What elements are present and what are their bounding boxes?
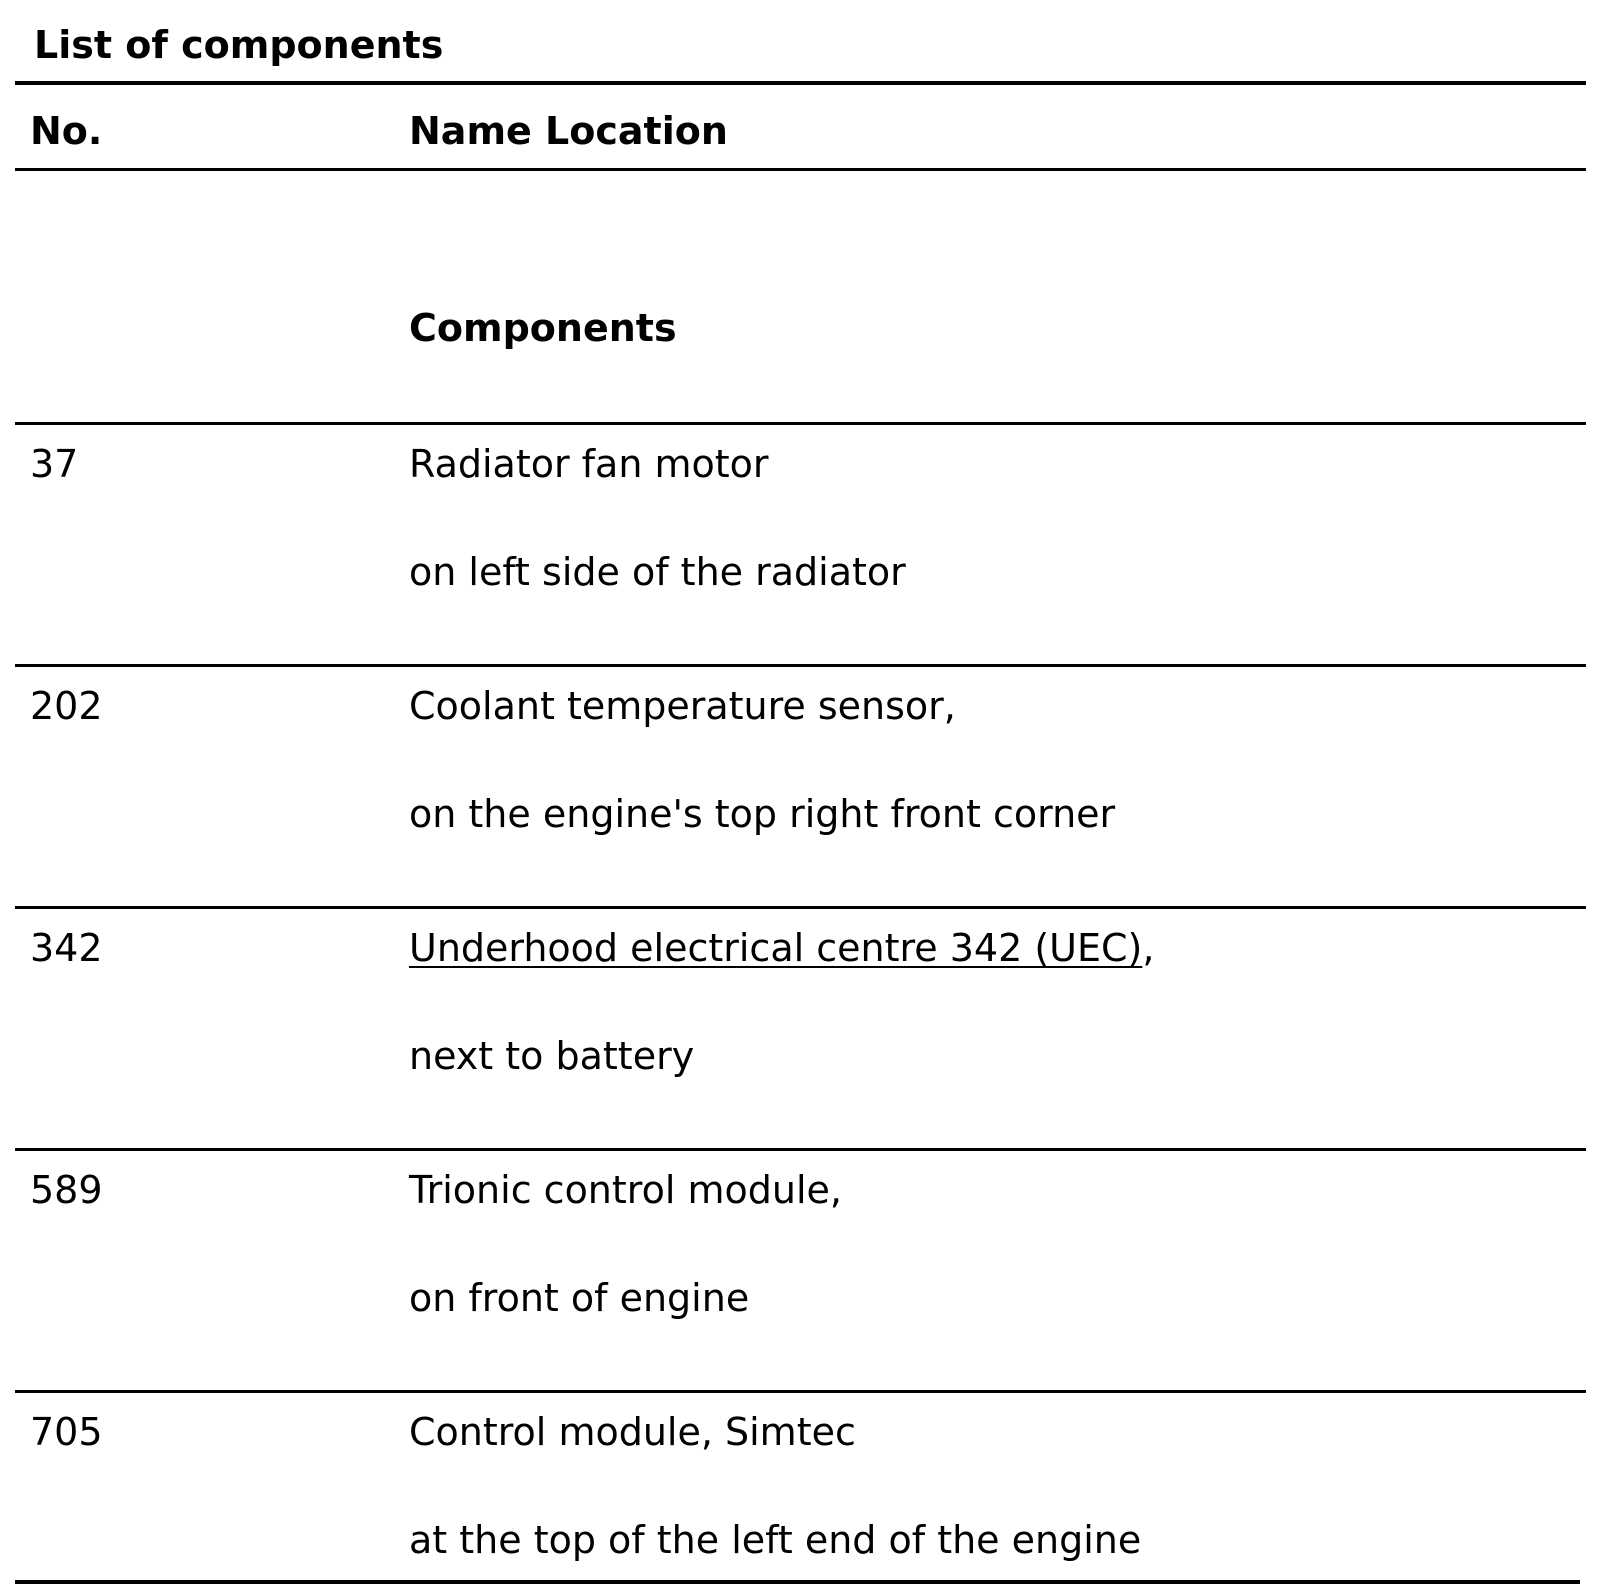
row-name: Radiator fan motor <box>409 442 769 486</box>
rule-row-2 <box>15 906 1586 909</box>
row-number: 342 <box>30 926 103 970</box>
row-number: 705 <box>30 1410 103 1454</box>
row-location: at the top of the left end of the engine <box>409 1518 1142 1562</box>
row-name: Coolant temperature sensor, <box>409 684 956 728</box>
header-no: No. <box>30 109 103 153</box>
document-title: List of components <box>34 23 444 67</box>
row-number: 37 <box>30 442 79 486</box>
rule-row-1 <box>15 664 1586 667</box>
rule-header-bottom <box>15 168 1586 171</box>
rule-row-3 <box>15 1148 1586 1151</box>
row-number: 202 <box>30 684 103 728</box>
row-number: 589 <box>30 1168 103 1212</box>
rule-row-0 <box>15 422 1586 425</box>
row-location: on left side of the radiator <box>409 550 906 594</box>
uec-link[interactable]: Underhood electrical centre 342 (UEC) <box>409 926 1143 970</box>
rule-row-4 <box>15 1390 1586 1393</box>
row-location: on the engine's top right front corner <box>409 792 1116 836</box>
rule-top <box>15 81 1586 85</box>
section-heading: Components <box>409 306 677 350</box>
header-name-location: Name Location <box>409 109 728 153</box>
row-name: Control module, Simtec <box>409 1410 856 1454</box>
row-name-suffix: , <box>1142 926 1155 970</box>
row-name <box>409 925 1154 971</box>
row-location: next to battery <box>409 1034 695 1078</box>
rule-bottom <box>15 1580 1580 1584</box>
row-name: Trionic control module, <box>409 1168 842 1212</box>
row-location: on front of engine <box>409 1276 750 1320</box>
